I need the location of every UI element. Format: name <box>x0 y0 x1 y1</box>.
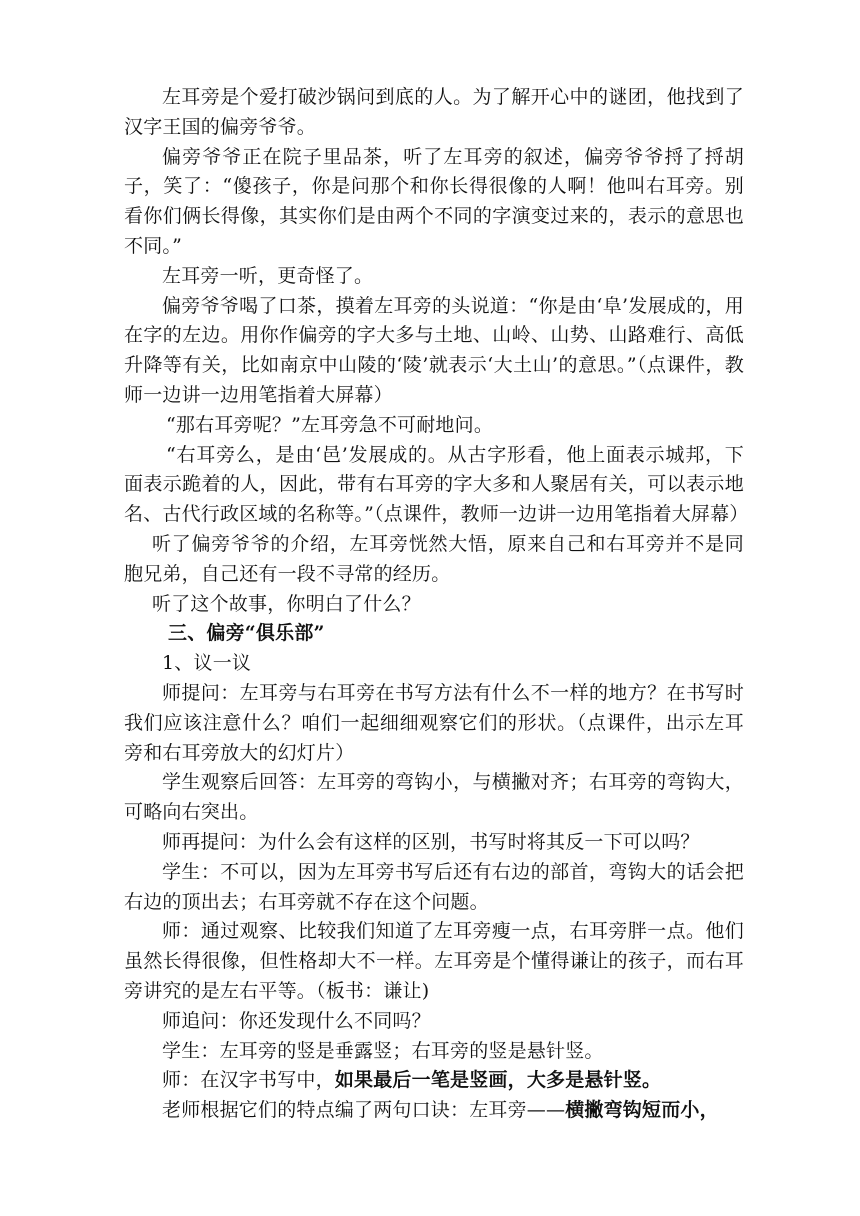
paragraph-text: 老师根据它们的特点编了两句口诀：左耳旁—— <box>162 1099 566 1122</box>
paragraph: 听了偏旁爷爷的介绍，左耳旁恍然大悟，原来自己和右耳旁并不是同胞兄弟，自己还有一段不寻常的经历。 <box>124 532 744 585</box>
paragraph-text: 师：在汉字书写中， <box>162 1069 335 1092</box>
section-heading: 三、偏旁“俱乐部” <box>168 622 325 645</box>
paragraph: 学生：不可以，因为左耳旁书写后还有右边的部首，弯钩大的话会把右边的顶出去；右耳旁就不存在这个问题。 <box>124 860 744 913</box>
subsection-heading: 1、议一议 <box>162 652 252 675</box>
paragraph: 师追问：你还发现什么不同吗？ <box>162 1009 431 1032</box>
paragraph: 左耳旁一听，更奇怪了。 <box>162 264 374 287</box>
paragraph: 学生：左耳旁的竖是垂露竖；右耳旁的竖是悬针竖。 <box>162 1039 604 1062</box>
document-body <box>124 83 749 1126</box>
paragraph: 师再提问：为什么会有这样的区别，书写时将其反一下可以吗？ <box>162 830 700 853</box>
emphasis-text: 如果最后一笔是竖画，大多是悬针竖。 <box>334 1069 662 1092</box>
paragraph: “右耳旁么，是由‘邑’发展成的。从古字形看，他上面表示城邦，下面表示跪着的人，因此，带有右耳旁的字大多和人聚居有关，可以表示地名、古代行政区域的名称等。”（点课件，教师一边讲一边用笔指着大屏幕） <box>124 443 749 526</box>
paragraph: 偏旁爷爷喝了口茶，摸着左耳旁的头说道：“你是由‘阜’发展成的，用在字的左边。用你作偏旁的字大多与土地、山岭、山势、山路难行、高低升降等有关，比如南京中山陵的‘陵’就表示‘大土山’的意思。”（点课件，教师一边讲一边用笔指着大屏幕） <box>124 294 744 406</box>
paragraph: “那右耳旁呢？”左耳旁急不可耐地问。 <box>166 413 494 436</box>
paragraph: 师：通过观察、比较我们知道了左耳旁瘦一点，右耳旁胖一点。他们虽然长得很像，但性格却大不一样。左耳旁是个懂得谦让的孩子，而右耳旁讲究的是左右平等。（板书：谦让) <box>124 920 744 1002</box>
emphasis-text: 横撇弯钩短而小， <box>565 1099 719 1122</box>
paragraph: 学生观察后回答：左耳旁的弯钩小，与横撇对齐；右耳旁的弯钩大，可略向右突出。 <box>124 771 744 824</box>
paragraph <box>124 1066 744 1096</box>
paragraph: 师提问：左耳旁与右耳旁在书写方法有什么不一样的地方？在书写时我们应该注意什么？咱们一起细细观察它们的形状。（点课件，出示左耳旁和右耳旁放大的幻灯片） <box>124 681 744 764</box>
paragraph <box>124 1096 744 1126</box>
paragraph: 偏旁爷爷正在院子里品茶，听了左耳旁的叙述，偏旁爷爷捋了捋胡子，笑了：“傻孩子，你是问那个和你长得很像的人啊！他叫右耳旁。别看你们俩长得像，其实你们是由两个不同的字演变过来的，表示的意思也不同。” <box>124 145 744 257</box>
paragraph: 左耳旁是个爱打破沙锅问到底的人。为了解开心中的谜团，他找到了汉字王国的偏旁爷爷。 <box>124 86 744 138</box>
paragraph: 听了这个故事，你明白了什么？ <box>152 592 421 615</box>
